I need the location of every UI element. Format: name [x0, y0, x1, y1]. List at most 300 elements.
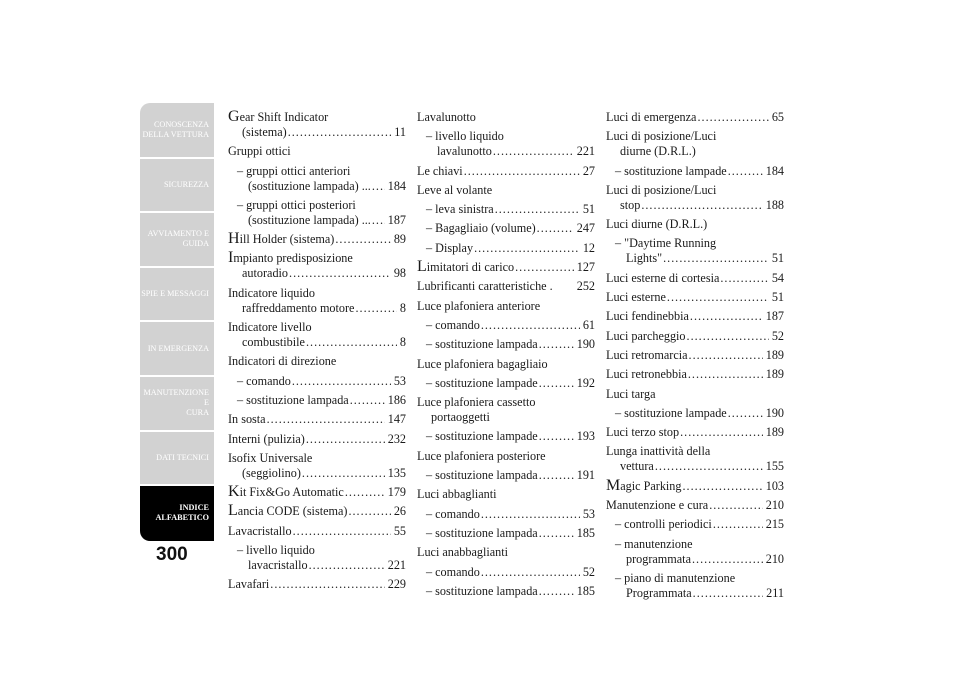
index-entry-line [417, 429, 595, 444]
index-entry-term [606, 290, 666, 305]
index-entry-line [228, 266, 406, 281]
index-entry [417, 545, 595, 560]
index-entry-term [426, 526, 538, 541]
index-entry-term [626, 586, 692, 601]
index-entry-text: Luci retromarcia [606, 347, 688, 362]
index-entry-term [606, 271, 719, 286]
index-entry-text: Lavafari [228, 577, 270, 592]
index-page-number[interactable]: 55 [393, 523, 406, 538]
index-entry-text: imitatori di carico [426, 260, 515, 275]
index-page-number[interactable]: 184 [387, 178, 406, 193]
index-entry-line [228, 110, 406, 125]
index-page-number[interactable]: 232 [387, 431, 406, 446]
index-entry-text: Luci esterne [606, 290, 666, 305]
index-entry-text: – comando [426, 317, 480, 332]
chapter-tab-8[interactable] [140, 485, 214, 541]
index-page-number[interactable]: 215 [765, 517, 784, 532]
index-entry-text: – sostituzione lampada [426, 583, 538, 598]
dot-leader [355, 301, 396, 316]
index-entry-line [228, 301, 406, 316]
index-entry-text: – "Daytime Running [615, 236, 717, 251]
index-entry-text: Manutenzione e cura [606, 498, 709, 513]
index-entry-term [242, 125, 287, 140]
index-entry-term [620, 459, 654, 474]
tab-divider [140, 484, 214, 486]
index-page-number[interactable]: 210 [765, 551, 784, 566]
index-entry-term [228, 504, 347, 519]
index-entry-term [228, 412, 266, 427]
index-page-number[interactable]: 8 [399, 335, 406, 350]
index-entry [417, 584, 595, 599]
index-entry-text: – gruppi ottici anteriori [237, 163, 351, 178]
dot-leader [728, 164, 763, 179]
index-column-3 [606, 110, 784, 605]
chapter-tab-label: SICUREZZA [163, 179, 209, 189]
index-entry [606, 183, 784, 213]
dot-leader [539, 337, 574, 352]
index-entry-text: vettura [620, 459, 654, 474]
index-entry-line [417, 487, 595, 502]
index-entry-line [228, 393, 406, 408]
index-page-number[interactable]: 189 [765, 367, 784, 382]
index-entry-line [228, 543, 406, 558]
dot-leader [690, 309, 763, 324]
index-entry-text: Luci di posizione/Luci [606, 182, 717, 197]
index-entry-line [228, 213, 406, 228]
index-entry-term [417, 183, 492, 198]
index-entry-text: Leve al volante [417, 182, 493, 197]
index-entry [417, 429, 595, 444]
index-entry [228, 198, 406, 228]
index-entry-line [606, 183, 784, 198]
index-entry-text: agic Parking [620, 478, 682, 493]
index-page-number[interactable]: 155 [765, 459, 784, 474]
index-entry [417, 129, 595, 159]
index-entry-line [606, 217, 784, 232]
index-entry-text: combustibile [242, 335, 305, 350]
index-entry-line [606, 517, 784, 532]
index-initial-letter: K [228, 483, 240, 501]
index-entry-line [417, 545, 595, 560]
index-entry-text: – sostituzione lampada [426, 468, 538, 483]
index-entry-term [417, 449, 546, 464]
index-entry-text: – comando [426, 564, 480, 579]
index-page-number[interactable]: 184 [765, 163, 784, 178]
index-entry-text: – Display [426, 240, 474, 255]
index-entry [417, 487, 595, 502]
index-entry [417, 164, 595, 179]
index-entry-line [606, 129, 784, 144]
index-entry-text: – livello liquido [426, 129, 504, 144]
index-initial-letter: M [606, 476, 621, 494]
index-page-number[interactable]: 185 [576, 525, 595, 540]
index-page-number[interactable]: 211 [766, 585, 784, 600]
index-entry-text: programmata [626, 551, 691, 566]
index-entry-term [228, 432, 305, 447]
index-entry-text: – sostituzione lampade [426, 429, 538, 444]
chapter-tab-5[interactable] [140, 321, 214, 376]
index-entry [228, 144, 406, 159]
index-entry [606, 406, 784, 421]
index-entry-line [417, 337, 595, 352]
index-column-2 [417, 110, 595, 603]
index-entry-term [606, 309, 689, 324]
index-entry-term [417, 357, 548, 372]
dot-leader [481, 507, 580, 522]
index-entry [228, 286, 406, 316]
dot-leader [687, 329, 769, 344]
index-entry [228, 451, 406, 481]
index-page-number[interactable]: 51 [771, 251, 784, 266]
index-entry-line [417, 318, 595, 333]
index-initial-letter: L [228, 502, 238, 520]
dot-leader [302, 466, 385, 481]
dot-leader [481, 318, 580, 333]
index-entry-term [606, 387, 656, 402]
index-entry-text: – comando [237, 373, 291, 388]
index-entry [606, 348, 784, 363]
index-entry-term [242, 301, 354, 316]
index-entry-term [417, 279, 553, 294]
chapter-tab-label: SPIE E MESSAGGI [141, 289, 209, 299]
index-entry [606, 571, 784, 601]
index-entry-line [417, 357, 595, 372]
index-entry-line [606, 198, 784, 213]
index-page-number[interactable]: 179 [387, 485, 406, 500]
tab-divider [140, 430, 214, 432]
chapter-tab-label: CURA [186, 408, 209, 418]
index-entry [417, 318, 595, 333]
index-entry-line [606, 236, 784, 251]
index-page-number[interactable]: 53 [393, 373, 406, 388]
dot-leader [372, 179, 385, 194]
index-entry-text: ancia CODE (sistema) [237, 504, 348, 519]
dot-leader [680, 425, 763, 440]
index-entry-line [228, 232, 406, 247]
index-entry [606, 329, 784, 344]
index-entry-term [606, 425, 679, 440]
index-entry-term [237, 374, 291, 389]
index-entry-term [606, 367, 687, 382]
index-entry-text: – manutenzione [615, 536, 693, 551]
index-entry-text: Gruppi ottici [228, 144, 291, 159]
index-page-number[interactable]: 189 [765, 347, 784, 362]
index-entry-term [228, 485, 344, 500]
index-page-number[interactable]: 191 [576, 468, 595, 483]
index-page-number[interactable]: 103 [765, 478, 784, 493]
tab-divider [140, 266, 214, 268]
index-entry-term [417, 110, 476, 125]
index-entry-line [417, 449, 595, 464]
index-entry-text: (sistema) [242, 125, 287, 139]
index-page-number[interactable]: 247 [576, 221, 595, 236]
index-initial-letter: I [228, 249, 234, 267]
index-initial-letter: G [228, 108, 240, 125]
dot-leader [293, 524, 391, 539]
index-entry [228, 543, 406, 573]
index-entry-line [606, 406, 784, 421]
index-entry [228, 251, 406, 281]
index-entry-text: Luci di posizione/Luci [606, 129, 717, 144]
tab-divider [140, 375, 214, 377]
index-entry-line [228, 577, 406, 592]
index-entry-line [606, 552, 784, 567]
index-entry-line [606, 271, 784, 286]
index-entry-term [615, 164, 727, 179]
index-entry-term [417, 260, 514, 275]
dot-leader [709, 498, 763, 513]
index-entry [417, 565, 595, 580]
dot-leader [474, 241, 580, 256]
index-page-number[interactable]: 52 [582, 564, 595, 579]
index-entry-term [228, 577, 269, 592]
index-entry-term [417, 487, 497, 502]
index-entry-line [417, 241, 595, 256]
index-entry-line [417, 164, 595, 179]
chapter-tab-2[interactable] [140, 158, 214, 213]
index-entry-line [417, 565, 595, 580]
index-entry-line [228, 335, 406, 350]
index-entry-line [417, 144, 595, 159]
index-entry-term [242, 335, 305, 350]
index-entry-line [606, 586, 784, 601]
index-entry-line [606, 425, 784, 440]
dot-leader [683, 479, 763, 494]
index-entry-line [417, 202, 595, 217]
chapter-tab-label: GUIDA [182, 239, 209, 249]
index-entry-line [417, 299, 595, 314]
index-entry-line [228, 485, 406, 500]
index-entry-line [417, 260, 595, 275]
index-entry-term [606, 498, 708, 513]
index-entry [606, 498, 784, 513]
index-page-number[interactable]: 190 [576, 337, 595, 352]
index-page-number[interactable]: 51 [771, 290, 784, 305]
index-entry-text: Lavacristallo [228, 523, 292, 538]
index-entry-text: – sostituzione lampada [237, 392, 349, 407]
chapter-tab-label: IN EMERGENZA [147, 343, 209, 353]
index-entry-line [228, 558, 406, 573]
index-page-number[interactable]: 190 [765, 405, 784, 420]
index-page-number[interactable]: 192 [576, 375, 595, 390]
index-entry-term [417, 164, 463, 179]
index-entry-line [228, 354, 406, 369]
index-entry [228, 232, 406, 247]
index-entry-text: – comando [426, 506, 480, 521]
index-entry-text: mpianto predisposizione [233, 251, 353, 266]
index-entry-line [417, 129, 595, 144]
index-page-number[interactable]: 229 [387, 577, 406, 592]
index-entry [417, 337, 595, 352]
chapter-tab-3[interactable] [140, 212, 214, 267]
index-entry-text: (seggiolino) [242, 465, 301, 480]
dot-leader [663, 251, 769, 266]
index-page-number[interactable]: 221 [387, 558, 406, 573]
index-page-number[interactable]: 189 [765, 425, 784, 440]
index-entry-term [248, 213, 371, 228]
index-entry [417, 507, 595, 522]
index-entry [417, 357, 595, 372]
index-entry-text: stop [620, 197, 641, 212]
index-entry-text: Luci parcheggio [606, 328, 686, 343]
index-page-number[interactable]: 54 [771, 270, 784, 285]
index-page-number[interactable]: 221 [576, 144, 595, 159]
dot-leader [539, 429, 574, 444]
dot-leader [515, 260, 574, 275]
index-entry [606, 537, 784, 567]
index-entry-term [242, 466, 301, 481]
dot-leader [309, 558, 385, 573]
index-entry [417, 279, 595, 294]
index-entry-term [426, 241, 473, 256]
index-entry-text: – livello liquido [237, 543, 315, 558]
index-page-number[interactable]: 252 [576, 279, 595, 294]
index-entry [228, 504, 406, 519]
index-column-1 [228, 110, 406, 597]
index-entry-text: Le chiavi [417, 163, 463, 178]
index-entry-term [606, 329, 686, 344]
index-entry-text: – sostituzione lampade [426, 375, 538, 390]
dot-leader [372, 213, 385, 228]
index-entry [417, 110, 595, 125]
index-entry-line [606, 110, 784, 125]
dot-leader [697, 110, 768, 125]
index-entry [417, 260, 595, 275]
index-entry-text: – piano di manutenzione [615, 570, 736, 585]
index-entry [606, 309, 784, 324]
index-entry-line [417, 526, 595, 541]
index-page-number[interactable]: 53 [582, 506, 595, 521]
index-entry-line [228, 198, 406, 213]
index-entry [228, 485, 406, 500]
index-entry-line [228, 524, 406, 539]
index-entry [228, 374, 406, 389]
dot-leader [345, 485, 385, 500]
index-page-number[interactable]: 8 [399, 300, 406, 315]
index-entry-line [606, 309, 784, 324]
index-entry-text: In sosta [228, 412, 266, 427]
index-page-number[interactable]: 186 [387, 392, 406, 407]
index-entry-line [228, 144, 406, 159]
index-entry-term [417, 545, 508, 560]
index-page-number[interactable]: 65 [771, 110, 784, 124]
index-entry [417, 221, 595, 236]
index-entry-term [228, 144, 291, 159]
index-page-number[interactable]: 187 [387, 212, 406, 227]
index-entry-line [606, 348, 784, 363]
index-entry-term [626, 552, 691, 567]
index-entry-text: Indicatore liquido [228, 285, 315, 300]
dot-leader [539, 584, 574, 599]
chapter-sidebar [140, 103, 214, 540]
index-page-number[interactable]: 127 [576, 260, 595, 275]
chapter-tab-6[interactable] [140, 376, 214, 431]
index-entry [228, 110, 406, 140]
dot-leader [481, 565, 580, 580]
index-entry-text: Luce plafoniera bagagliaio [417, 356, 548, 371]
index-entry-text: Lunga inattività della [606, 444, 711, 459]
index-entry-text: portaoggetti [431, 410, 490, 425]
index-page-number[interactable]: 12 [582, 240, 595, 255]
index-entry-line [417, 279, 595, 294]
index-entry-text: diurne (D.R.L.) [620, 144, 696, 159]
index-entry-text: Luce plafoniera cassetto [417, 395, 536, 410]
chapter-tab-label: AVVIAMENTO E [147, 229, 209, 239]
index-entry-text: Programmata [626, 585, 692, 600]
index-entry-term [606, 110, 696, 125]
index-page-number[interactable]: 187 [765, 309, 784, 324]
index-page-number[interactable]: 51 [582, 202, 595, 217]
dot-leader [350, 393, 385, 408]
index-page-number[interactable]: 27 [582, 163, 595, 178]
index-page-number[interactable]: 147 [387, 412, 406, 427]
index-page-number[interactable]: 26 [393, 504, 406, 519]
index-entry-term [237, 393, 349, 408]
index-page-number[interactable]: 188 [765, 197, 784, 212]
dot-leader [267, 412, 385, 427]
index-entry-term [606, 348, 688, 363]
index-page-number[interactable]: 11 [394, 125, 406, 139]
index-page-number[interactable]: 98 [393, 266, 406, 281]
dot-leader [464, 164, 580, 179]
index-entry-line [417, 468, 595, 483]
index-page-number[interactable]: 89 [393, 232, 406, 247]
chapter-tab-7[interactable] [140, 431, 214, 486]
index-entry-line [606, 290, 784, 305]
index-entry-term [228, 524, 292, 539]
dot-leader [495, 202, 580, 217]
index-entry-line [606, 498, 784, 513]
index-entry [606, 129, 784, 159]
index-page-number[interactable]: 61 [582, 317, 595, 332]
index-page-number[interactable]: 185 [576, 583, 595, 598]
index-entry [417, 202, 595, 217]
dot-leader [306, 335, 397, 350]
index-entry [228, 524, 406, 539]
index-entry [417, 299, 595, 314]
index-entry-term [248, 179, 371, 194]
index-entry-line [417, 410, 595, 425]
index-entry-line [606, 459, 784, 474]
index-entry-line [417, 395, 595, 410]
dot-leader [539, 468, 574, 483]
index-page-number[interactable]: 193 [576, 429, 595, 444]
dot-leader [692, 552, 763, 567]
index-entry-line [606, 537, 784, 552]
index-page-number[interactable]: 52 [771, 328, 784, 343]
index-entry-line [228, 374, 406, 389]
chapter-tab-1[interactable] [140, 103, 214, 158]
index-page-number[interactable]: 135 [387, 465, 406, 480]
chapter-tab-4[interactable] [140, 267, 214, 322]
index-entry-text: – sostituzione lampada [426, 337, 538, 352]
index-entry-text: Luci anabbaglianti [417, 545, 509, 560]
index-entry [606, 517, 784, 532]
index-entry-term [615, 517, 712, 532]
index-entry-term [417, 299, 540, 314]
index-entry-term [248, 558, 308, 573]
index-entry-term [606, 217, 707, 232]
dot-leader [493, 144, 574, 159]
index-page-number[interactable]: 210 [765, 498, 784, 513]
dot-leader [728, 406, 763, 421]
page-number: 300 [156, 544, 188, 565]
dot-leader [713, 517, 763, 532]
index-entry-text: Luce plafoniera posteriore [417, 448, 546, 463]
index-entry [606, 476, 784, 494]
index-entry-text: Lubrificanti caratteristiche . [417, 279, 553, 294]
dot-leader [539, 376, 574, 391]
